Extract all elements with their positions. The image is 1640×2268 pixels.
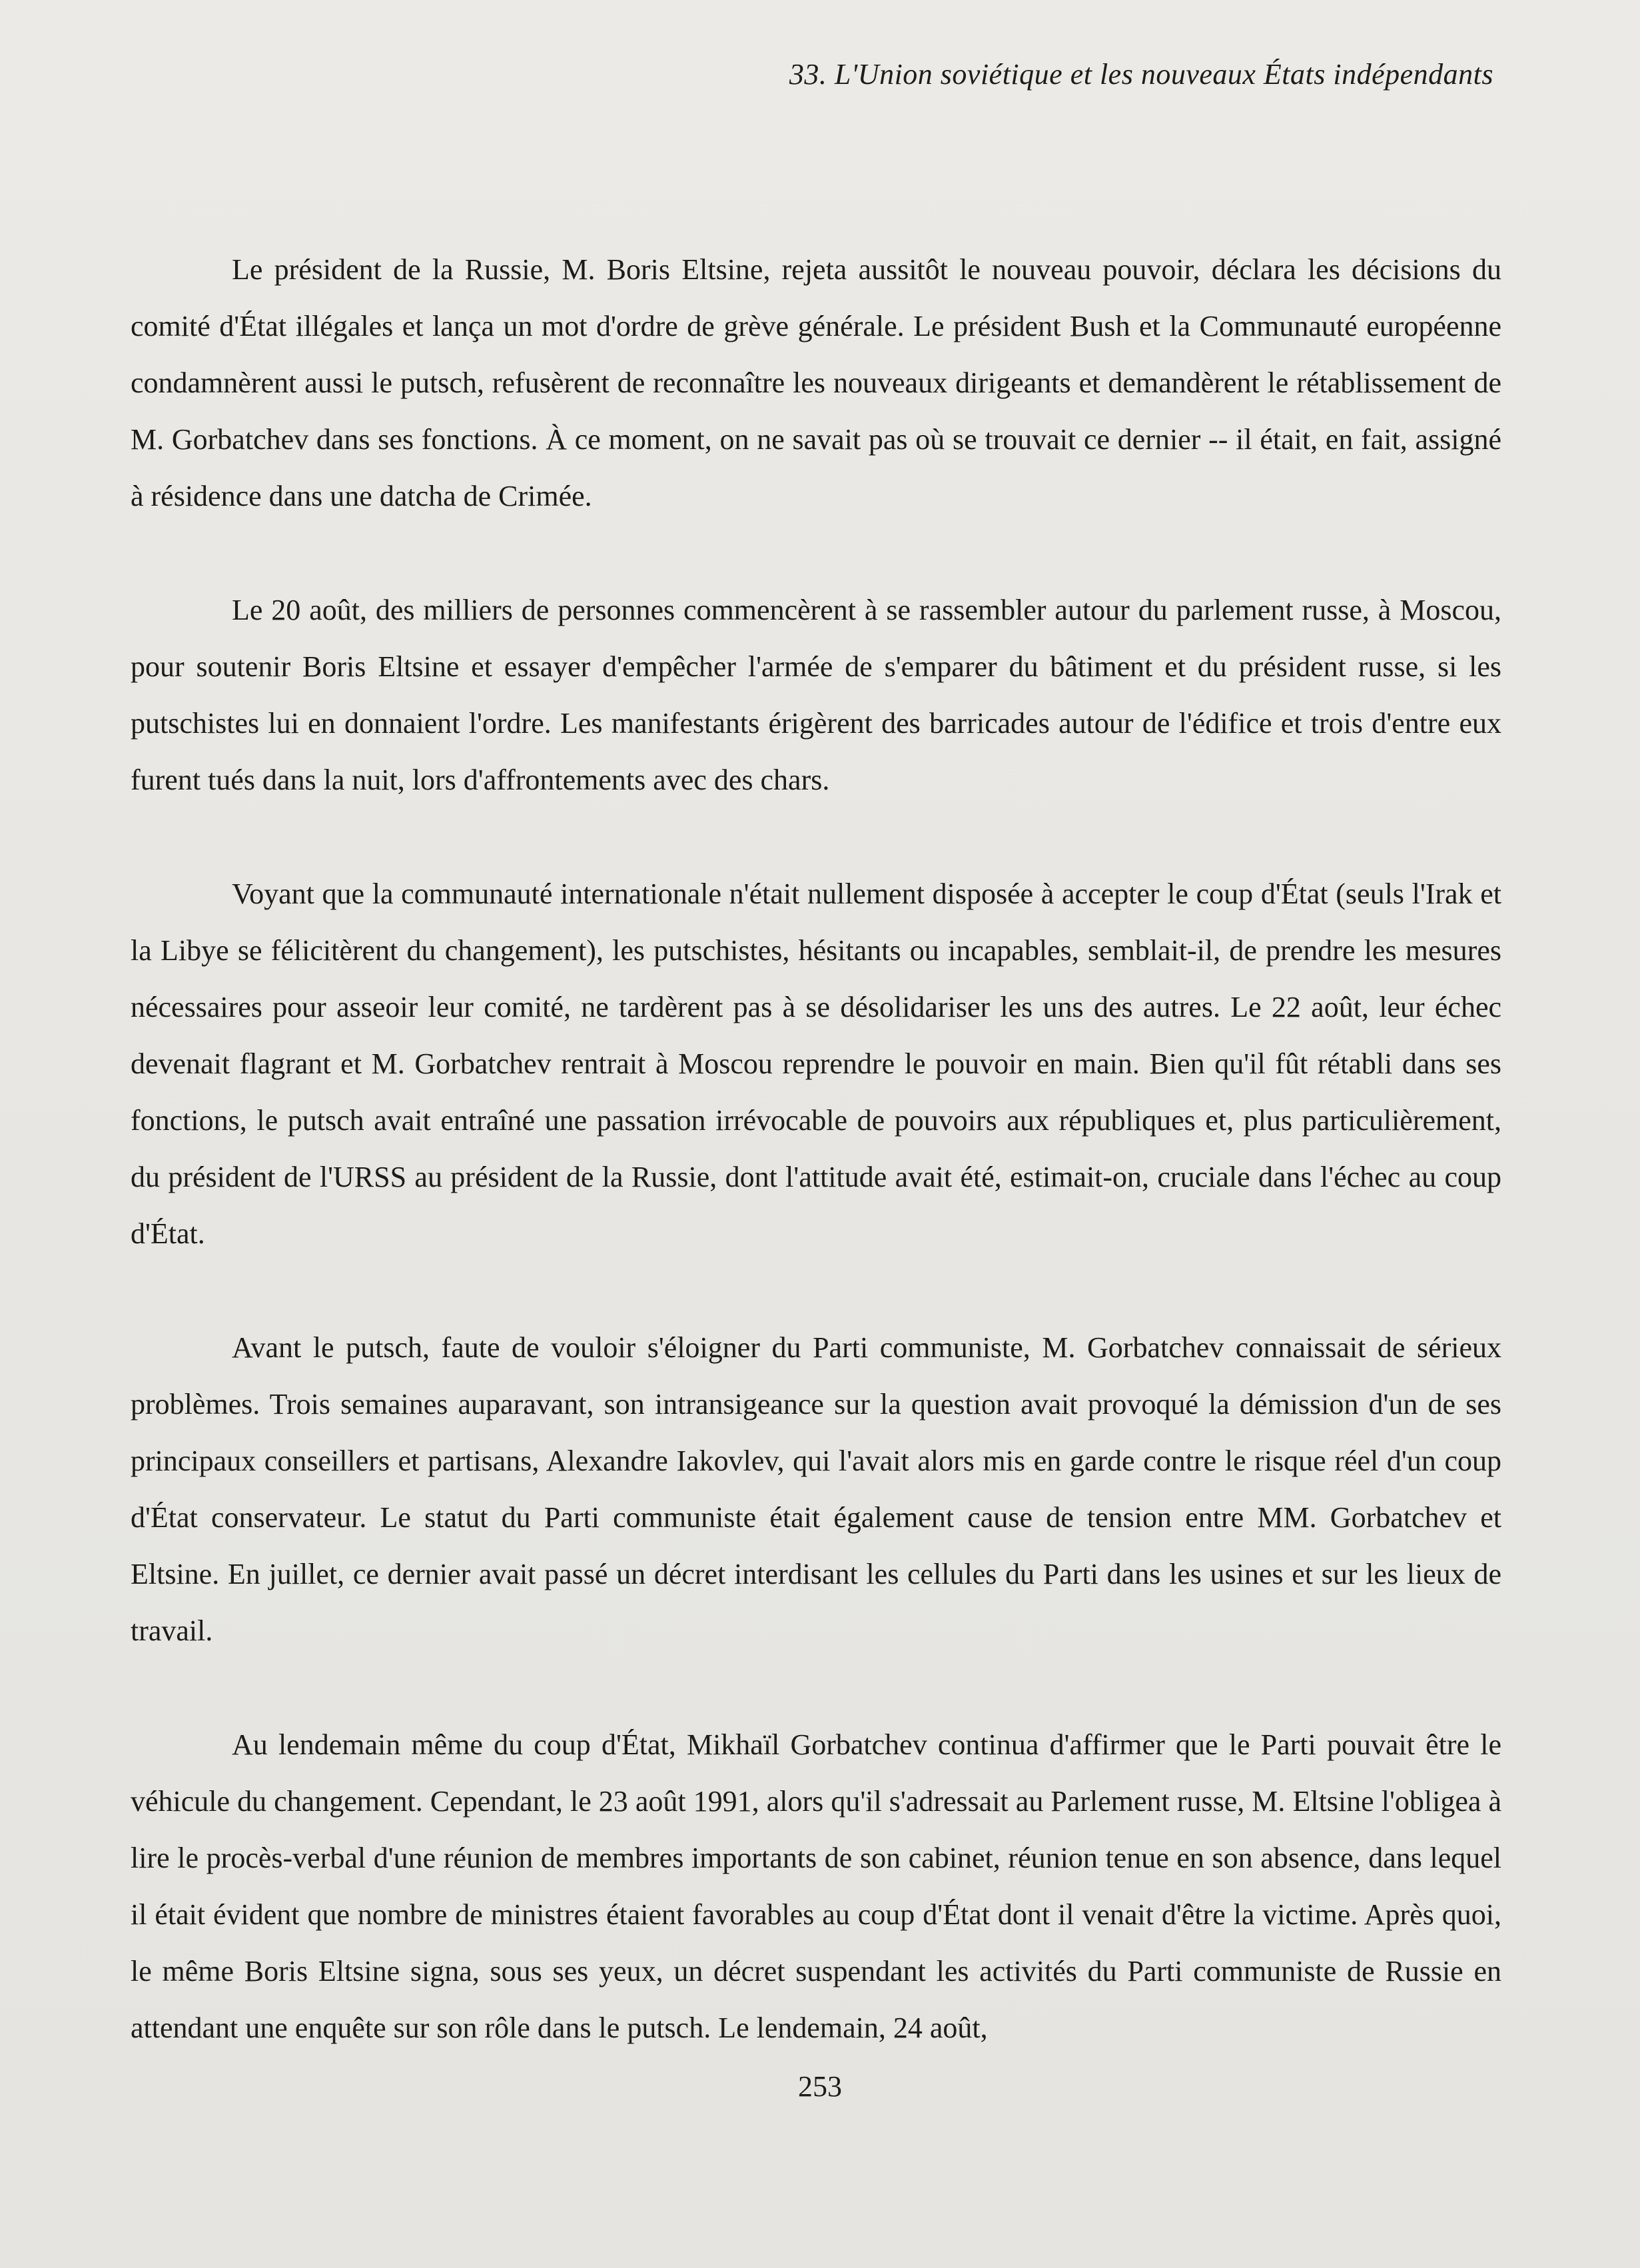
body-text xyxy=(131,241,1501,2113)
page-number: 253 xyxy=(798,2070,842,2103)
paragraph: Le 20 août, des milliers de personnes commencèrent à se rassembler autour du parlement russe, à Moscou, pour soutenir Boris Eltsine et essayer d'empêcher l'armée de s'emparer du bâtiment et du président russe, si les putschistes lui en donnaient l'ordre. Les manifestants érigèrent des barricades autour de l'édifice et trois d'entre eux furent tués dans la nuit, lors d'affrontements avec des chars. xyxy=(131,594,1501,796)
running-header: 33. L'Union soviétique et les nouveaux États indépendants xyxy=(789,58,1493,91)
paragraph: Avant le putsch, faute de vouloir s'éloigner du Parti communiste, M. Gorbatchev connaissait de sérieux problèmes. Trois semaines auparavant, son intransigeance sur la question avait provoqué la démission d'un de ses principaux conseillers et partisans, Alexandre Iakovlev, qui l'avait alors mis en garde contre le risque réel d'un coup d'État conservateur. Le statut du Parti communiste était également cause de tension entre MM. Gorbatchev et Eltsine. En juillet, ce dernier avait passé un décret interdisant les cellules du Parti dans les usines et sur les lieux de travail. xyxy=(131,1331,1501,1647)
paragraph: Au lendemain même du coup d'État, Mikhaïl Gorbatchev continua d'affirmer que le Parti pouvait être le véhicule du changement. Cependant, le 23 août 1991, alors qu'il s'adressait au Parlement russe, M. Eltsine l'obligea à lire le procès-verbal d'une réunion de membres importants de son cabinet, réunion tenue en son absence, dans lequel il était évident que nombre de ministres étaient favorables au coup d'État dont il venait d'être la victime. Après quoi, le même Boris Eltsine signa, sous ses yeux, un décret suspendant les activités du Parti communiste de Russie en attendant une enquête sur son rôle dans le putsch. Le lendemain, 24 août, xyxy=(131,1728,1501,2044)
paragraph: Le président de la Russie, M. Boris Eltsine, rejeta aussitôt le nouveau pouvoir, déclara les décisions du comité d'État illégales et lança un mot d'ordre de grève générale. Le président Bush et la Communauté européenne condamnèrent aussi le putsch, refusèrent de reconnaître les nouveaux dirigeants et demandèrent le rétablissement de M. Gorbatchev dans ses fonctions. À ce moment, on ne savait pas où se trouvait ce dernier -- il était, en fait, assigné à résidence dans une datcha de Crimée. xyxy=(131,253,1501,512)
paragraph: Voyant que la communauté internationale n'était nullement disposée à accepter le coup d'État (seuls l'Irak et la Libye se félicitèrent du changement), les putschistes, hésitants ou incapables, semblait-il, de prendre les mesures nécessaires pour asseoir leur comité, ne tardèrent pas à se désolidariser les uns des autres. Le 22 août, leur échec devenait flagrant et M. Gorbatchev rentrait à Moscou reprendre le pouvoir en main. Bien qu'il fût rétabli dans ses fonctions, le putsch avait entraîné une passation irrévocable de pouvoirs aux républiques et, plus particulièrement, du président de l'URSS au président de la Russie, dont l'attitude avait été, estimait-on, cruciale dans l'échec au coup d'État. xyxy=(131,877,1501,1250)
